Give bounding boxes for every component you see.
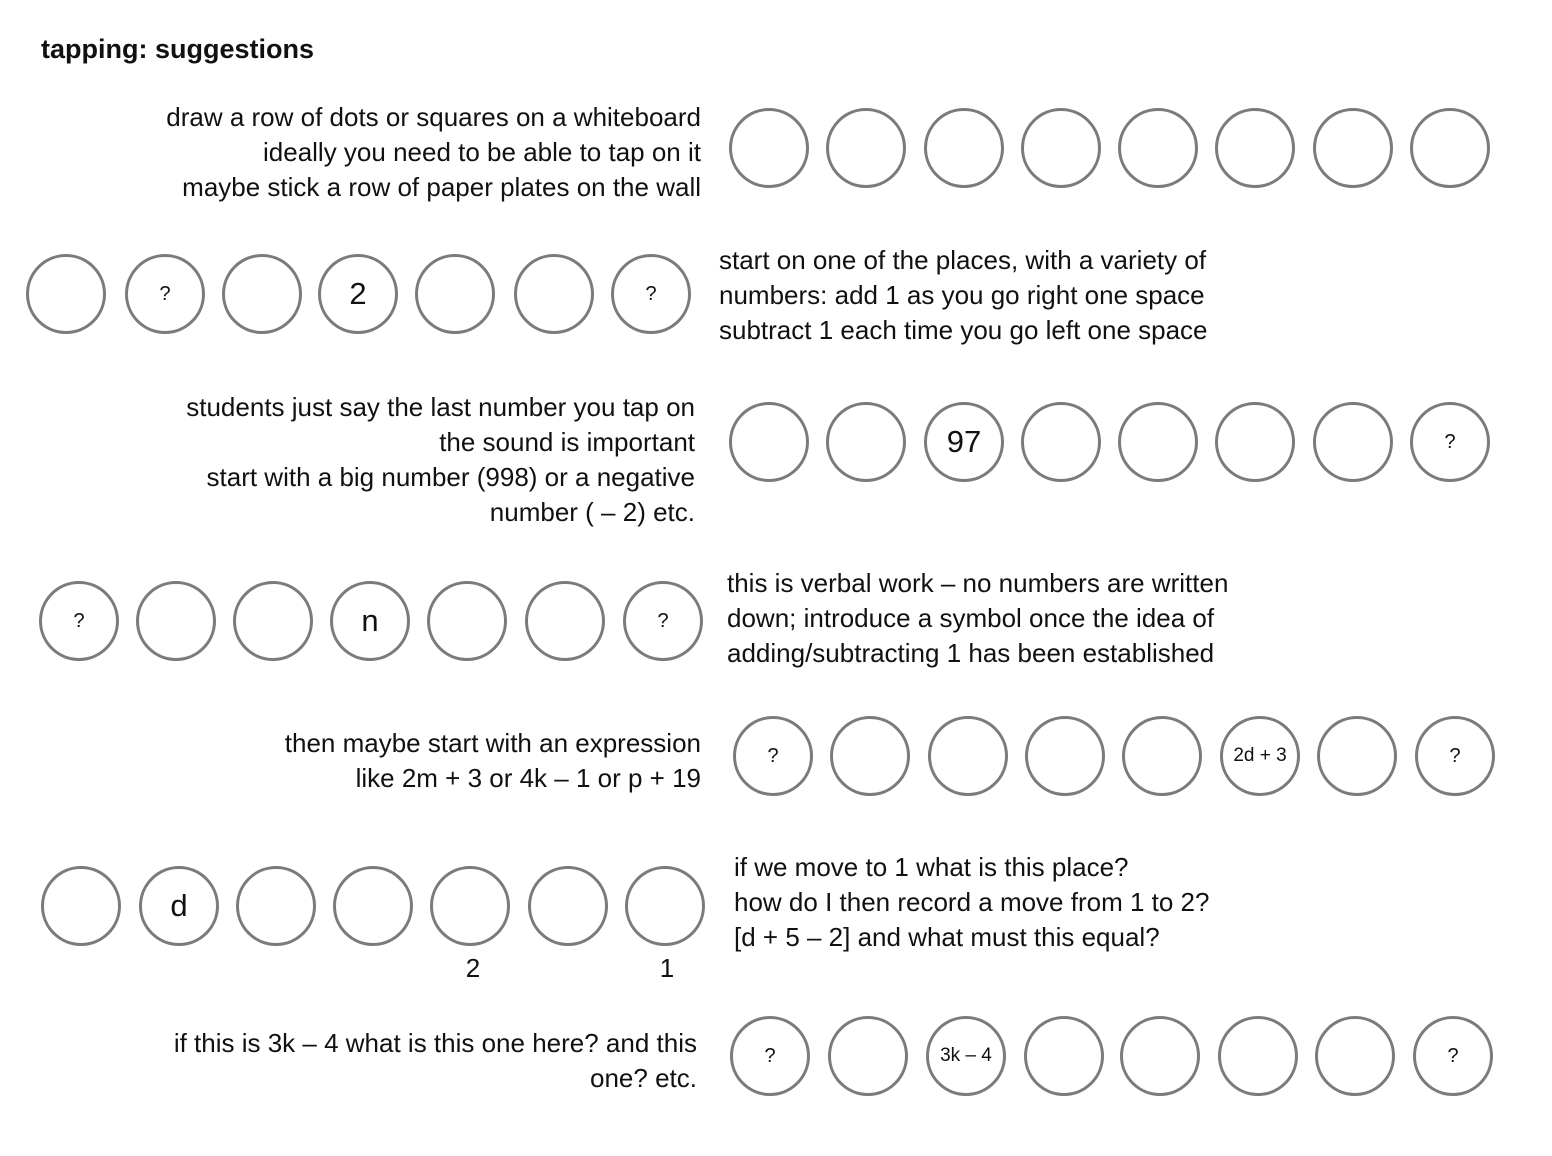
tap-circle[interactable]: d [139, 866, 219, 946]
tap-circle[interactable] [625, 866, 705, 946]
section-5-text [285, 726, 701, 796]
section-4-line-2: down; introduce a symbol once the idea of [727, 603, 1215, 633]
tap-circle[interactable] [828, 1016, 908, 1096]
tap-circle[interactable] [729, 108, 809, 188]
section-3-line-1: students just say the last number you tap on [186, 392, 695, 422]
section-6-text [734, 850, 1209, 955]
section-1-text [166, 100, 701, 205]
tap-circle[interactable] [1021, 108, 1101, 188]
tap-circle[interactable] [514, 254, 594, 334]
tap-circle[interactable]: 2d + 3 [1220, 716, 1300, 796]
tap-circle[interactable] [26, 254, 106, 334]
section-2-line-1: start on one of the places, with a variety of [719, 245, 1207, 275]
page-title: tapping: suggestions [41, 34, 314, 64]
section-4-line-3: adding/subtracting 1 has been established [727, 638, 1215, 668]
section-4-text [727, 566, 1228, 671]
tap-circle[interactable]: ? [39, 581, 119, 661]
tap-circle[interactable] [1215, 108, 1295, 188]
tap-circle[interactable] [236, 866, 316, 946]
tap-circle[interactable]: ? [730, 1016, 810, 1096]
tap-circle[interactable]: ? [1410, 402, 1490, 482]
section-2-line-3: subtract 1 each time you go left one space [719, 315, 1208, 345]
section-1-line-2: ideally you need to be able to tap on it [263, 137, 701, 167]
section-7-line-1: if this is 3k – 4 what is this one here? and this [173, 1028, 697, 1058]
section-4-line-1: this is verbal work – no numbers are written [727, 568, 1229, 598]
position-marker-1: 1 [659, 953, 675, 983]
section-6-circle-row [41, 866, 711, 952]
section-1-line-1: draw a row of dots or squares on a whiteboard [166, 102, 701, 132]
section-4-circle-row [39, 581, 709, 667]
tap-circle[interactable] [1122, 716, 1202, 796]
section-6-line-1: if we move to 1 what is this place? [734, 852, 1129, 882]
tap-circle[interactable] [525, 581, 605, 661]
tap-circle[interactable]: ? [1413, 1016, 1493, 1096]
tap-circle[interactable] [136, 581, 216, 661]
tap-circle[interactable] [830, 716, 910, 796]
tap-circle[interactable]: 2 [318, 254, 398, 334]
tap-circle[interactable]: 3k – 4 [926, 1016, 1006, 1096]
tap-circle[interactable] [1317, 716, 1397, 796]
tap-circle[interactable] [528, 866, 608, 946]
section-2-line-2: numbers: add 1 as you go right one space [719, 280, 1205, 310]
position-marker-2: 2 [465, 953, 481, 983]
section-5-line-2: like 2m + 3 or 4k – 1 or p + 19 [355, 763, 701, 793]
tap-circle[interactable] [233, 581, 313, 661]
tap-circle[interactable] [333, 866, 413, 946]
section-7-line-2: one? etc. [590, 1063, 697, 1093]
section-5-line-1: then maybe start with an expression [284, 728, 701, 758]
section-6-line-3: [d + 5 – 2] and what must this equal? [734, 922, 1160, 952]
tap-circle[interactable] [1021, 402, 1101, 482]
tap-circle[interactable] [1218, 1016, 1298, 1096]
section-7-text [174, 1026, 697, 1096]
section-3-line-4: number ( – 2) etc. [489, 497, 695, 527]
section-5-circle-row [733, 716, 1503, 802]
tap-circle[interactable] [1025, 716, 1105, 796]
tap-circle[interactable] [928, 716, 1008, 796]
tap-circle[interactable] [1313, 402, 1393, 482]
tap-circle[interactable] [826, 108, 906, 188]
tap-circle[interactable]: n [330, 581, 410, 661]
tap-circle[interactable] [1118, 402, 1198, 482]
tap-circle[interactable] [1215, 402, 1295, 482]
section-3-line-3: start with a big number (998) or a negative [206, 462, 695, 492]
section-3-text [186, 390, 695, 530]
tap-circle[interactable] [41, 866, 121, 946]
tap-circle[interactable] [1120, 1016, 1200, 1096]
tap-circle[interactable] [1410, 108, 1490, 188]
section-6-line-2: how do I then record a move from 1 to 2? [734, 887, 1210, 917]
tap-circle[interactable] [826, 402, 906, 482]
tap-circle[interactable] [222, 254, 302, 334]
tap-circle[interactable]: ? [733, 716, 813, 796]
tap-circle[interactable] [415, 254, 495, 334]
section-2-text [719, 243, 1208, 348]
tap-circle[interactable]: 97 [924, 402, 1004, 482]
tap-circle[interactable] [924, 108, 1004, 188]
tap-circle[interactable] [427, 581, 507, 661]
tap-circle[interactable]: ? [1415, 716, 1495, 796]
section-1-circle-row [729, 108, 1499, 194]
section-3-circle-row [729, 402, 1499, 488]
tap-circle[interactable]: ? [125, 254, 205, 334]
section-3-line-2: the sound is important [439, 427, 695, 457]
tap-circle[interactable]: ? [623, 581, 703, 661]
tap-circle[interactable] [430, 866, 510, 946]
tap-circle[interactable] [1024, 1016, 1104, 1096]
tap-circle[interactable]: ? [611, 254, 691, 334]
section-1-line-3: maybe stick a row of paper plates on the wall [182, 172, 701, 202]
section-2-circle-row [26, 254, 696, 340]
tap-circle[interactable] [1315, 1016, 1395, 1096]
section-7-circle-row [730, 1016, 1500, 1102]
tap-circle[interactable] [729, 402, 809, 482]
tap-circle[interactable] [1118, 108, 1198, 188]
tap-circle[interactable] [1313, 108, 1393, 188]
